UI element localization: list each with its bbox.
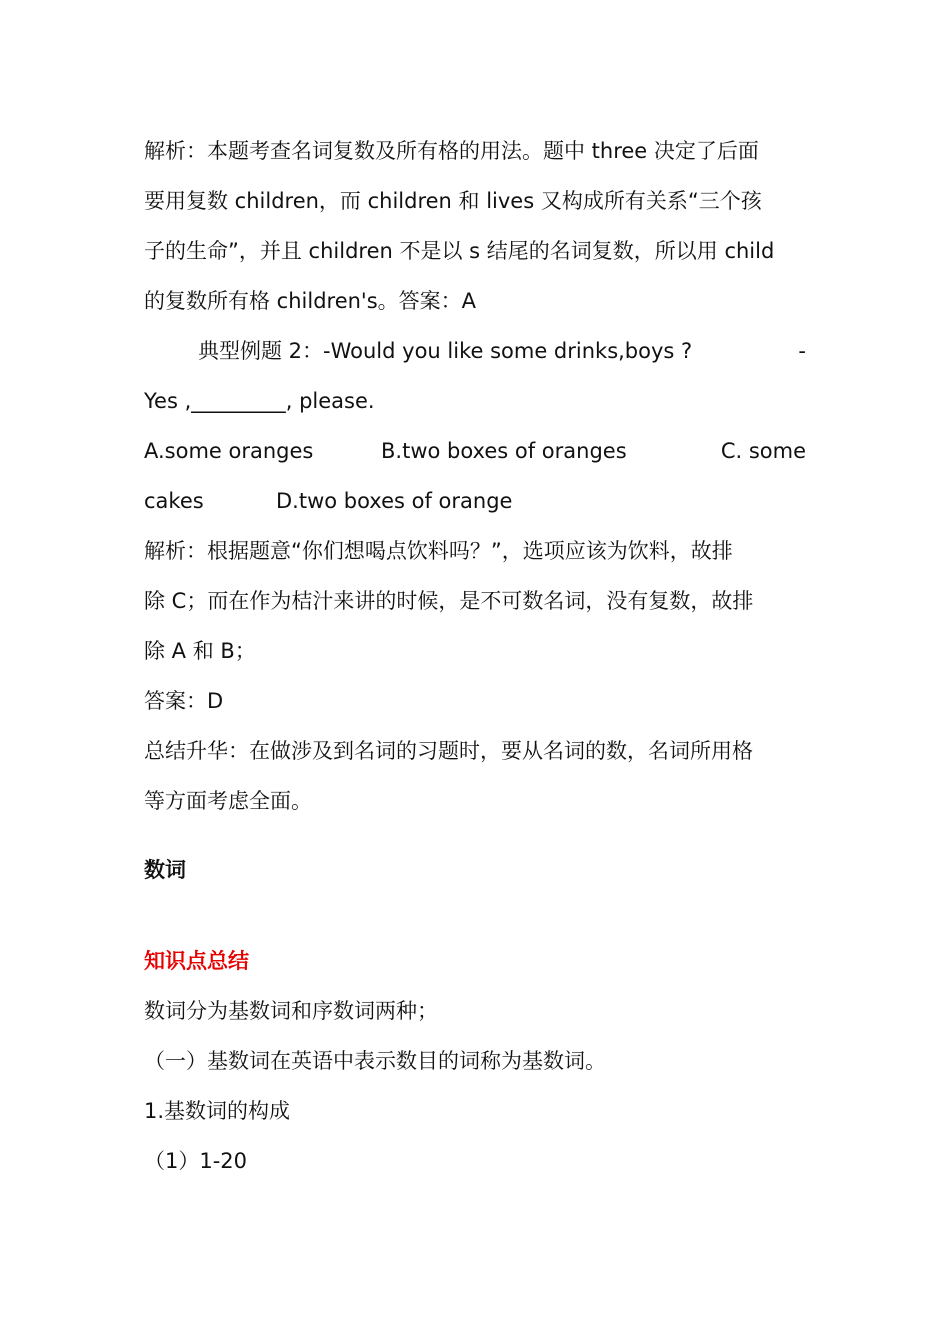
option-c-continued: cakes xyxy=(144,489,204,513)
analysis-line-2: 要用复数 children，而 children 和 lives 又构成所有关系“三个孩 xyxy=(144,189,762,213)
summary-line-1: 总结升华：在做涉及到名词的习题时，要从名词的数，名词所用格 xyxy=(144,739,753,763)
analysis-line-3: 子的生命”，并且 children 不是以 s 结尾的名词复数，所以用 child xyxy=(144,239,775,263)
option-a: A.some oranges xyxy=(144,439,314,463)
analysis-line-4: 的复数所有格 children's。答案：A xyxy=(144,289,477,313)
knowledge-title: 知识点总结 xyxy=(144,949,249,973)
example-question-line xyxy=(198,336,806,366)
analysis2-line-1: 解析：根据题意“你们想喝点饮料吗？”，选项应该为饮料，故排 xyxy=(144,539,733,563)
option-d: D.two boxes of orange xyxy=(276,489,513,513)
option-c: C. some xyxy=(720,439,806,463)
cardinal-range-heading: （1）1-20 xyxy=(144,1149,248,1173)
option-b: B.two boxes of oranges xyxy=(381,439,627,463)
example-question-dash: - xyxy=(798,339,806,363)
summary-line-2: 等方面考虑全面。 xyxy=(144,789,312,813)
analysis2-line-3: 除 A 和 B； xyxy=(144,639,256,663)
analysis2-line-2: 除 C；而在作为桔汁来讲的时候，是不可数名词，没有复数，故排 xyxy=(144,589,754,613)
cardinal-heading: （一）基数词在英语中表示数目的词称为基数词。 xyxy=(144,1049,606,1073)
numeral-intro: 数词分为基数词和序数词两种； xyxy=(144,999,438,1023)
cardinal-formation-heading: 1.基数词的构成 xyxy=(144,1099,291,1123)
example-answer-blank-line: Yes ,_________, please. xyxy=(144,389,375,413)
section-title: 数词 xyxy=(144,858,186,882)
answer-line: 答案：D xyxy=(144,689,224,713)
example-question-text: 典型例题 2：-Would you like some drinks,boys ? xyxy=(198,339,693,363)
analysis-line-1: 解析：本题考查名词复数及所有格的用法。题中 three 决定了后面 xyxy=(144,139,759,163)
